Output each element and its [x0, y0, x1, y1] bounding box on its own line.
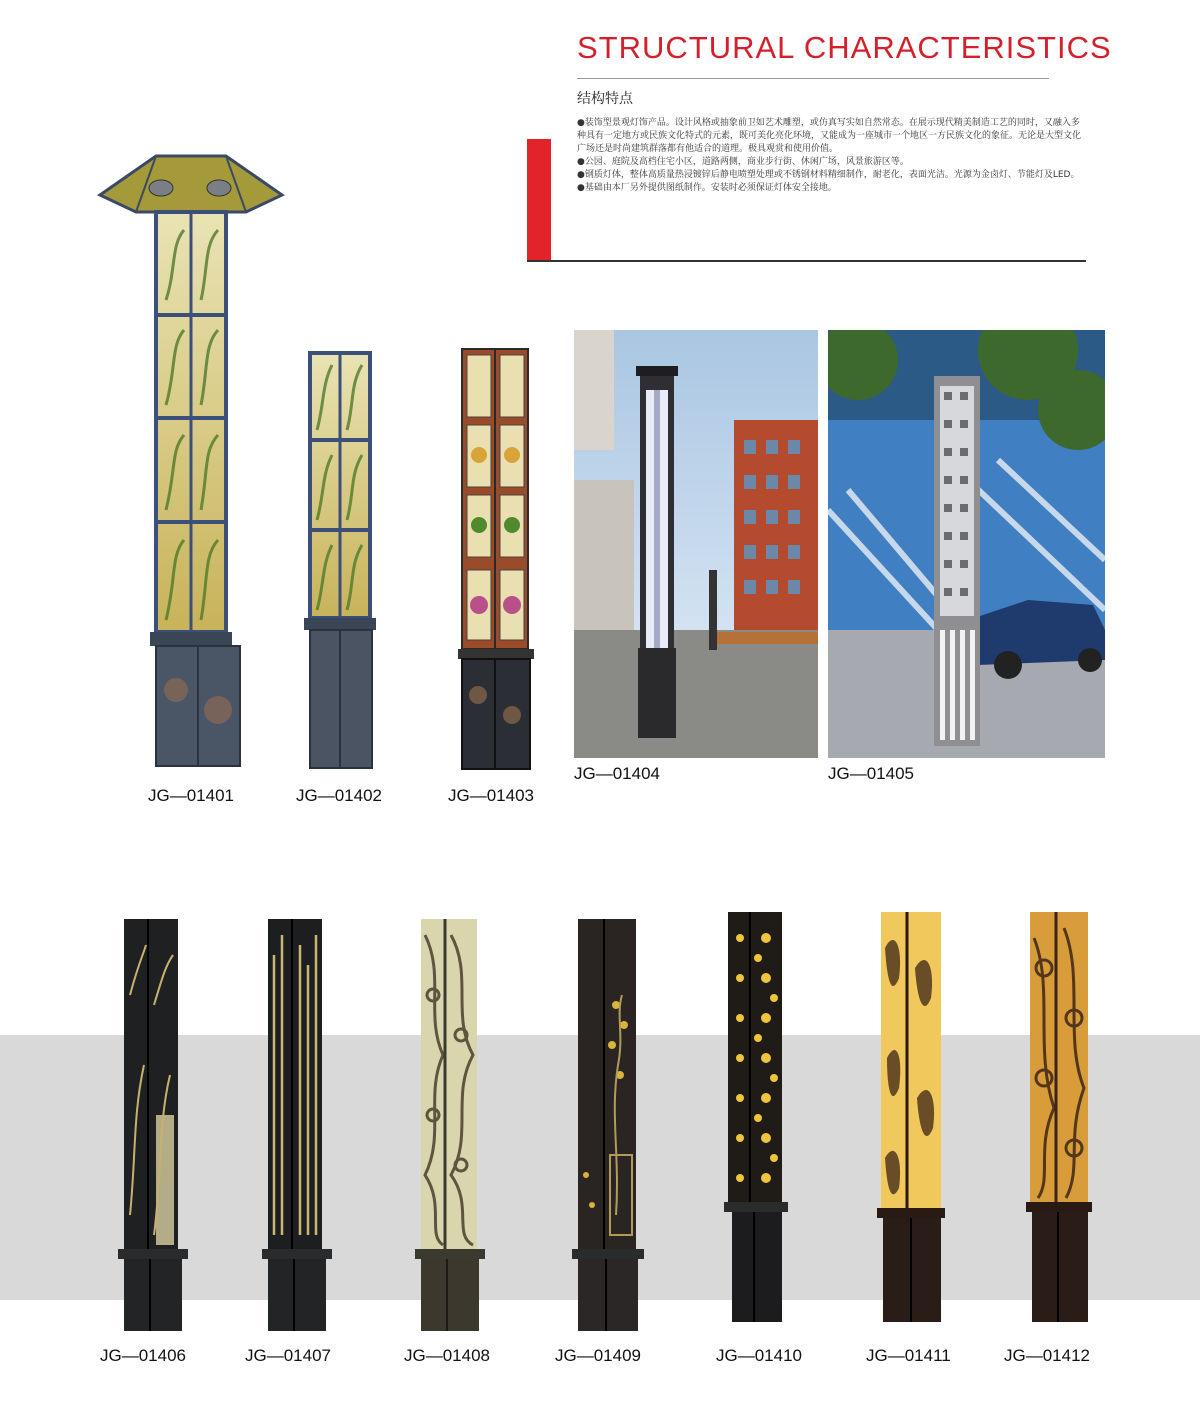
lamp-01404-photo — [574, 330, 818, 758]
product-label-01404: JG—01404 — [574, 764, 660, 783]
lamp-01408-image — [415, 915, 485, 1335]
header-divider — [527, 260, 1086, 262]
lamp-01406-image — [118, 915, 188, 1335]
lamp-01412-image — [1024, 908, 1094, 1328]
accent-bar — [527, 139, 551, 260]
feature-item: ●钢质灯体，整体高质量热浸镀锌后静电喷塑处理或不锈钢材料精细制作，耐老化，表面光洁。光源为金卤灯、节能灯及LED。 — [577, 170, 1080, 180]
title-divider — [577, 78, 1049, 79]
feature-item: ●公园、庭院及高档住宅小区，道路两侧，商业步行街、休闲广场，风景旅游区等。 — [577, 157, 909, 167]
product-label-01405: JG—01405 — [828, 764, 914, 783]
product-label-01406: JG—01406 — [100, 1346, 186, 1365]
lamp-01403-image — [456, 345, 536, 775]
product-label-01410: JG—01410 — [716, 1346, 802, 1365]
product-label-01411: JG—01411 — [866, 1346, 951, 1365]
lamp-01402-image — [302, 345, 378, 775]
lamp-01405-photo — [828, 330, 1105, 758]
lamp-01410-image — [720, 908, 792, 1328]
product-label-01401: JG—01401 — [148, 786, 234, 805]
product-label-01412: JG—01412 — [1004, 1346, 1090, 1365]
product-label-01402: JG—01402 — [296, 786, 382, 805]
feature-item: ●装饰型景观灯饰产品。设计风格或抽象前卫如艺术雕塑，或仿真写实如自然常态。在展示现代精美制造工艺的同时，又融入多种具有一定地方或民族文化特式的元素，既可美化亮化环境，又能成为一座城市一个地区一方民族文化的象征。无论是大型文化广场还是时尚建筑群落都有他适合的道理。极具观赏和使用价值。 — [577, 118, 1082, 154]
product-label-01409: JG—01409 — [555, 1346, 641, 1365]
page-title: STRUCTURAL CHARACTERISTICS — [577, 30, 1112, 65]
lamp-01401-image — [96, 150, 286, 775]
product-label-01408: JG—01408 — [404, 1346, 490, 1365]
lamp-01407-image — [262, 915, 332, 1335]
page-subtitle: 结构特点 — [577, 91, 633, 107]
lamp-01409-image — [572, 915, 644, 1335]
feature-item: ●基础由本厂另外提供图纸制作。安装时必须保证灯体安全接地。 — [577, 183, 837, 193]
product-label-01403: JG—01403 — [448, 786, 534, 805]
lamp-01411-image — [875, 908, 947, 1328]
product-label-01407: JG—01407 — [245, 1346, 331, 1365]
feature-list — [577, 117, 1087, 195]
